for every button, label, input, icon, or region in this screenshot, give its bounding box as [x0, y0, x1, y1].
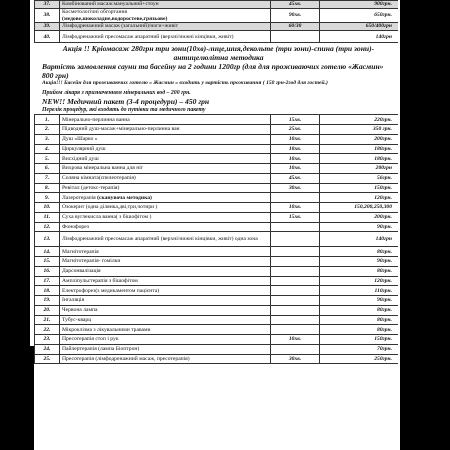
row-number: 23.: [35, 335, 60, 345]
procedure-duration: 10хв.: [271, 164, 320, 174]
procedure-name: Пресотерапія (лімфодренажний масаж, пресотерапія): [60, 354, 271, 364]
procedure-price: 150грн.: [320, 335, 399, 345]
procedure-duration: 10хв.: [271, 134, 320, 144]
procedures-list-title: Перелік процедур, які входять до путівки та медичного пакету: [42, 107, 206, 114]
procedure-name: Соляна кімната(спелеотерапія): [60, 173, 271, 183]
table-row: [35, 296, 399, 306]
procedure-name: Мінерально-перлинна ванна: [60, 115, 271, 125]
procedure-duration: [271, 315, 320, 325]
top-price-table: [34, 0, 398, 43]
procedure-duration: [271, 232, 320, 247]
row-number: 20.: [35, 305, 60, 315]
price-list-page: [34, 0, 398, 450]
procedure-name: Ампліпульстерапія з бішофітом: [60, 276, 271, 286]
procedure-price: 180грн.: [320, 144, 399, 154]
table-row: [35, 173, 399, 183]
procedure-duration: [271, 344, 320, 354]
row-number: 7.: [35, 173, 60, 183]
row-number: 25.: [35, 354, 60, 364]
table-row: 39. Лімфодренажний масаж (загальний)/ноги+живіт 60/30 650/400грн: [35, 23, 399, 31]
table-row: [35, 144, 399, 154]
notes-section: [34, 43, 398, 114]
procedure-price: 56грн.: [320, 173, 399, 183]
procedure-duration: [271, 276, 320, 286]
row-number: 1.: [35, 115, 60, 125]
procedure-price: 80грн.: [320, 247, 399, 257]
procedure-duration: 10хв.: [271, 154, 320, 164]
procedure-duration: 25хв.: [271, 125, 320, 135]
table-row: [35, 222, 399, 232]
procedure-duration: [271, 325, 320, 335]
row-number: 12.: [35, 222, 60, 232]
procedure-price: 350 грн.: [320, 125, 399, 135]
procedure-price: 90грн.: [320, 296, 399, 306]
procedure-name: Суха вуглекисла ванна( з бішофітом ): [60, 212, 271, 222]
procedure-price: 80грн.: [320, 266, 399, 276]
table-row: 37. Комбінований масаж:мануальний+стоун 45хв. 900грн.: [35, 1, 399, 9]
row-number: 10.: [35, 203, 60, 213]
table-row: [35, 212, 399, 222]
procedure-price: 250грн.: [320, 354, 399, 364]
procedure-price: 90грн.: [320, 222, 399, 232]
procedure-price: 150,200,250,300: [320, 203, 399, 213]
procedure-duration: [271, 247, 320, 257]
black-frame-right: [400, 0, 412, 450]
procedure-price: 80грн.: [320, 315, 399, 325]
procedure-name: Циркулярний душ: [60, 144, 271, 154]
table-row: [35, 276, 399, 286]
table-row: [35, 125, 399, 135]
row-number: 13.: [35, 232, 60, 247]
procedure-price: 220грн.: [320, 115, 399, 125]
procedure-duration: 15хв.: [271, 212, 320, 222]
row-number: 14.: [35, 247, 60, 257]
procedure-name: Магнітотерапія- гомілки: [60, 257, 271, 267]
row-number: 19.: [35, 296, 60, 306]
procedure-duration: 15хв.: [271, 115, 320, 125]
procedure-price: 150грн.: [320, 183, 399, 193]
procedure-name: Лімфодренажний пресомасаж апаратний (верхні/нижні кінцівки, живіт) одна зона: [60, 232, 271, 247]
procedure-price: 180грн.: [320, 154, 399, 164]
row-number: 5.: [35, 154, 60, 164]
table-row: [35, 257, 399, 267]
procedure-price: 120грн.: [320, 276, 399, 286]
procedure-name: Пресотерапія стоп і рук: [60, 335, 271, 345]
procedure-duration: 30хв.: [271, 183, 320, 193]
procedure-name: Магнітотерапія: [60, 247, 271, 257]
procedure-name: Висхідний душ: [60, 154, 271, 164]
procedure-name: Пайлертерапія (лампа Біоптрон): [60, 344, 271, 354]
procedure-duration: [271, 266, 320, 276]
row-number: 21.: [35, 315, 60, 325]
black-frame-right-outer: [412, 0, 450, 450]
procedure-name: Електрофорез(з медикаментом пацієнта): [60, 286, 271, 296]
row-number: 8.: [35, 183, 60, 193]
table-row: [35, 286, 399, 296]
procedure-duration: 30хв.: [271, 354, 320, 364]
table-row: [35, 164, 399, 174]
procedure-name: Душ «Шарко »: [60, 134, 271, 144]
procedure-price: 90грн.: [320, 257, 399, 267]
row-number: 22.: [35, 325, 60, 335]
procedure-duration: 10хв.: [271, 335, 320, 345]
table-row: [35, 247, 399, 257]
row-number: 17.: [35, 276, 60, 286]
procedure-name: Лазеротерапія (сканувоча методика): [60, 193, 271, 203]
doctor-note: Прийом лікаря з призначенням мінеральних вод – 200 грн.: [42, 90, 191, 97]
procedure-duration: [271, 286, 320, 296]
row-number: 24.: [35, 344, 60, 354]
table-row: [35, 266, 399, 276]
table-row: [35, 335, 399, 345]
procedure-name: Мікроклізма з лікувальними травами: [60, 325, 271, 335]
procedure-duration: 10хв.: [271, 203, 320, 213]
procedure-duration: [271, 222, 320, 232]
row-number: 9.: [35, 193, 60, 203]
table-row: [35, 154, 399, 164]
table-row: 40. Лімфодренажний пресомасаж апаратний (верхні/нижні кінцівки, живіт) 140грн: [35, 31, 399, 43]
procedure-price: 140грн: [320, 232, 399, 247]
procedure-duration: [271, 257, 320, 267]
sauna-price-note: Вартість замовлення сауни та басейну на 2 години 1200гр (для для проживаючих готелю «Жасмин» 800 грн): [42, 62, 384, 81]
procedure-name: Тубус-кварц: [60, 315, 271, 325]
procedure-name: Озокерит (одна ділянка,дві,три,чотири ): [60, 203, 271, 213]
procedure-name: Інгаляція: [60, 296, 271, 306]
procedure-name: Підводний душ-масаж+мінерально-перлинна ван: [60, 125, 271, 135]
procedures-table: [34, 114, 398, 364]
procedure-price: 70грн.: [320, 344, 399, 354]
table-row: [35, 203, 399, 213]
row-number: 4.: [35, 144, 60, 154]
row-number: 2.: [35, 125, 60, 135]
row-number: 6.: [35, 164, 60, 174]
procedure-price: 200грн.: [320, 212, 399, 222]
procedure-price: 80грн.: [320, 305, 399, 315]
procedure-price: 80грн.: [320, 325, 399, 335]
table-row: [35, 315, 399, 325]
cryo-action-note: Акція !! Кріомасаж 280грн три зони(10хв)-лице,шия,декольте (три зони)-спина (три зони)-антицелюлітна методика: [62, 44, 375, 63]
table-row: [35, 354, 399, 364]
table-row: [35, 232, 399, 247]
table-row: [35, 183, 399, 193]
procedure-price: 120грн.: [320, 193, 399, 203]
table-row: [35, 344, 399, 354]
row-number: 15.: [35, 257, 60, 267]
procedure-price: 200грн: [320, 164, 399, 174]
procedure-price: 200грн.: [320, 134, 399, 144]
table-row: [35, 134, 399, 144]
table-row: [35, 305, 399, 315]
pool-action-note: Акція!!! Басейн для проживаючих готелю « Жасмин » входить у вартість проживання ( 150 грн-2год для гостей.): [42, 80, 328, 87]
procedure-duration: 10хв.: [271, 144, 320, 154]
table-row: [35, 325, 399, 335]
procedure-name: Фонофорез: [60, 222, 271, 232]
procedure-name: Ревітал (детокс-терапія): [60, 183, 271, 193]
procedure-name: Вихрова мінеральна ванна для ніг: [60, 164, 271, 174]
row-number: 18.: [35, 286, 60, 296]
procedure-name: Червона лампа: [60, 305, 271, 315]
procedure-duration: 45хв.: [271, 173, 320, 183]
table-row: [35, 193, 399, 203]
row-number: 11.: [35, 212, 60, 222]
procedure-duration: [271, 305, 320, 315]
row-number: 16.: [35, 266, 60, 276]
row-number: 3.: [35, 134, 60, 144]
procedure-name: Дарсонвалізація: [60, 266, 271, 276]
procedure-duration: [271, 193, 320, 203]
table-row: [35, 115, 399, 125]
procedure-price: 110грн.: [320, 286, 399, 296]
medical-package-note: NEW!! Медичний пакет (3-4 процедури) – 450 грн: [42, 97, 210, 107]
table-row: 38. Косметологічні обгортання (медове,шоколадне,водоростеве,грязьове) 90хв. 650грн.: [35, 9, 399, 23]
procedure-duration: [271, 296, 320, 306]
